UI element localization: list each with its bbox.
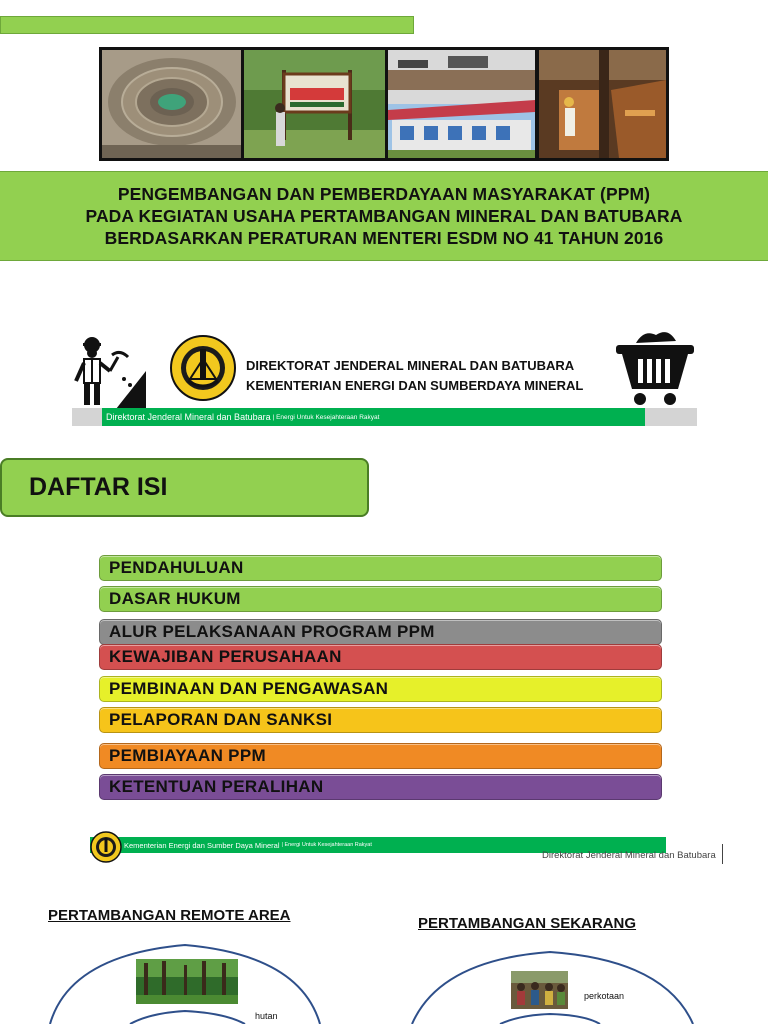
- toc-item-alur-pelaksanaan[interactable]: [99, 619, 662, 645]
- toc-heading-box: [0, 458, 369, 517]
- toc-item-label: KETENTUAN PERALIHAN: [109, 777, 324, 796]
- school-building-photo: [388, 50, 535, 158]
- city-label: perkotaan: [584, 991, 625, 1001]
- toc-item-label: PELAPORAN DAN SANKSI: [109, 710, 333, 729]
- header-footer-tagline: | Energi Untuk Kesejahteraan Rakyat: [272, 413, 380, 421]
- toc-item-dasar-hukum[interactable]: [99, 586, 662, 612]
- miner-icon: [74, 335, 146, 414]
- toc-item-kewajiban-perusahaan[interactable]: [99, 644, 662, 670]
- bottom-diagram: [0, 935, 768, 1024]
- office-sign-photo: [244, 50, 385, 158]
- ministry-header: [72, 325, 697, 427]
- esdm-seal-logo: [170, 335, 236, 406]
- header-footer-main-text: Direktorat Jenderal Mineral dan Batubara: [106, 412, 271, 422]
- title-line-1: PENGEMBANGAN DAN PEMBERDAYAAN MASYARAKAT (PPM): [117, 184, 651, 204]
- remote-inner-circle: [130, 1011, 245, 1024]
- forest-label: hutan: [255, 1011, 278, 1021]
- current-mining-title: PERTAMBANGAN SEKARANG: [418, 915, 637, 932]
- header-footer-band: [72, 408, 697, 426]
- ministry-footer-tagline: | Energi Untuk Kesejahteraan Rakyat: [281, 842, 372, 848]
- ministry-footer-main-text: Kementerian Energi dan Sumber Daya Mineral: [124, 840, 280, 850]
- footer-seal-logo: [90, 831, 122, 868]
- footer-separator: [722, 844, 723, 864]
- photo-strip: [99, 47, 669, 161]
- toc-item-pendahuluan[interactable]: [99, 555, 662, 581]
- title-banner: [0, 171, 768, 261]
- open-pit-mine-photo: [102, 50, 241, 158]
- toc-heading: DAFTAR ISI: [29, 473, 168, 501]
- toc-item-label: DASAR HUKUM: [109, 589, 241, 608]
- coal-cart-icon: [614, 325, 696, 414]
- toc-item-label: PENDAHULUAN: [109, 558, 244, 577]
- ministry-footer: [90, 829, 730, 865]
- toc-item-label: PEMBINAAN DAN PENGAWASAN: [109, 679, 389, 698]
- toc-item-label: PEMBIAYAAN PPM: [109, 746, 266, 765]
- toc-item-ketentuan-peralihan[interactable]: [99, 774, 662, 800]
- toc-item-label: KEWAJIBAN PERUSAHAAN: [109, 647, 342, 666]
- top-accent-bar: [0, 16, 414, 34]
- remote-area-title: PERTAMBANGAN REMOTE AREA: [48, 907, 291, 924]
- smelter-photo: [539, 50, 666, 158]
- current-inner-circle: [500, 1014, 600, 1024]
- toc-item-pelaporan-sanksi[interactable]: [99, 707, 662, 733]
- toc-item-pembiayaan-ppm[interactable]: [99, 743, 662, 769]
- org-line-1: DIREKTORAT JENDERAL MINERAL DAN BATUBARA: [246, 358, 575, 373]
- toc-item-label: ALUR PELAKSANAAN PROGRAM PPM: [109, 622, 435, 641]
- forest-photo: [136, 959, 238, 1004]
- community-photo: [511, 971, 568, 1009]
- toc-item-pembinaan-pengawasan[interactable]: [99, 676, 662, 702]
- org-line-2: KEMENTERIAN ENERGI DAN SUMBERDAYA MINERAL: [246, 378, 584, 393]
- footer-directorate-text: Direktorat Jenderal Mineral dan Batubara: [542, 850, 716, 861]
- title-line-3: BERDASARKAN PERATURAN MENTERI ESDM NO 41 TAHUN 2016: [104, 228, 664, 248]
- title-line-2: PADA KEGIATAN USAHA PERTAMBANGAN MINERAL DAN BATUBARA: [85, 206, 683, 226]
- header-footer-strip: [102, 408, 645, 426]
